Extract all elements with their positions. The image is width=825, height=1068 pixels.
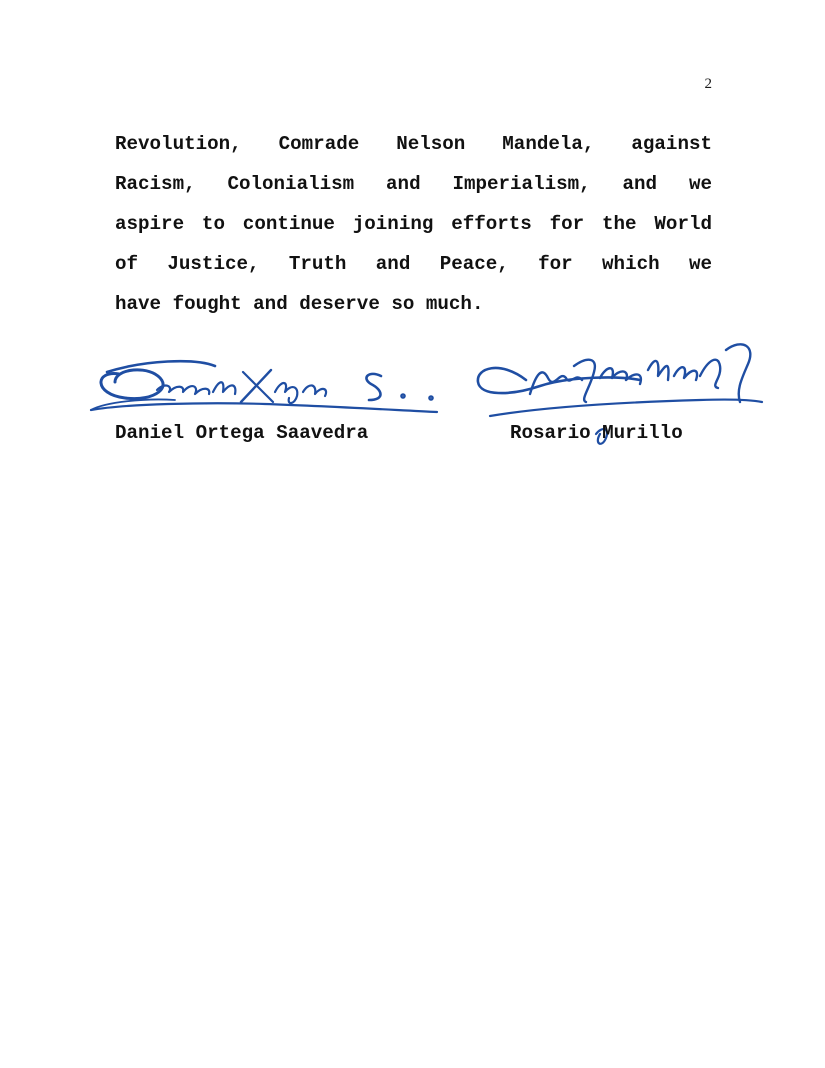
body-line: of Justice, Truth and Peace, for which we [115,253,712,275]
body-line: aspire to continue joining efforts for the World [115,213,712,235]
signature-left [85,352,445,424]
page-number: 2 [704,76,712,92]
body-line: Racism, Colonialism and Imperialism, and we [115,173,712,195]
signer-name-left: Daniel Ortega Saavedra [115,422,369,444]
signer-name-right: Rosario Murillo [510,422,683,444]
body-line: have fought and deserve so much. [115,293,484,315]
body-line: Revolution, Comrade Nelson Mandela, against [115,133,712,155]
